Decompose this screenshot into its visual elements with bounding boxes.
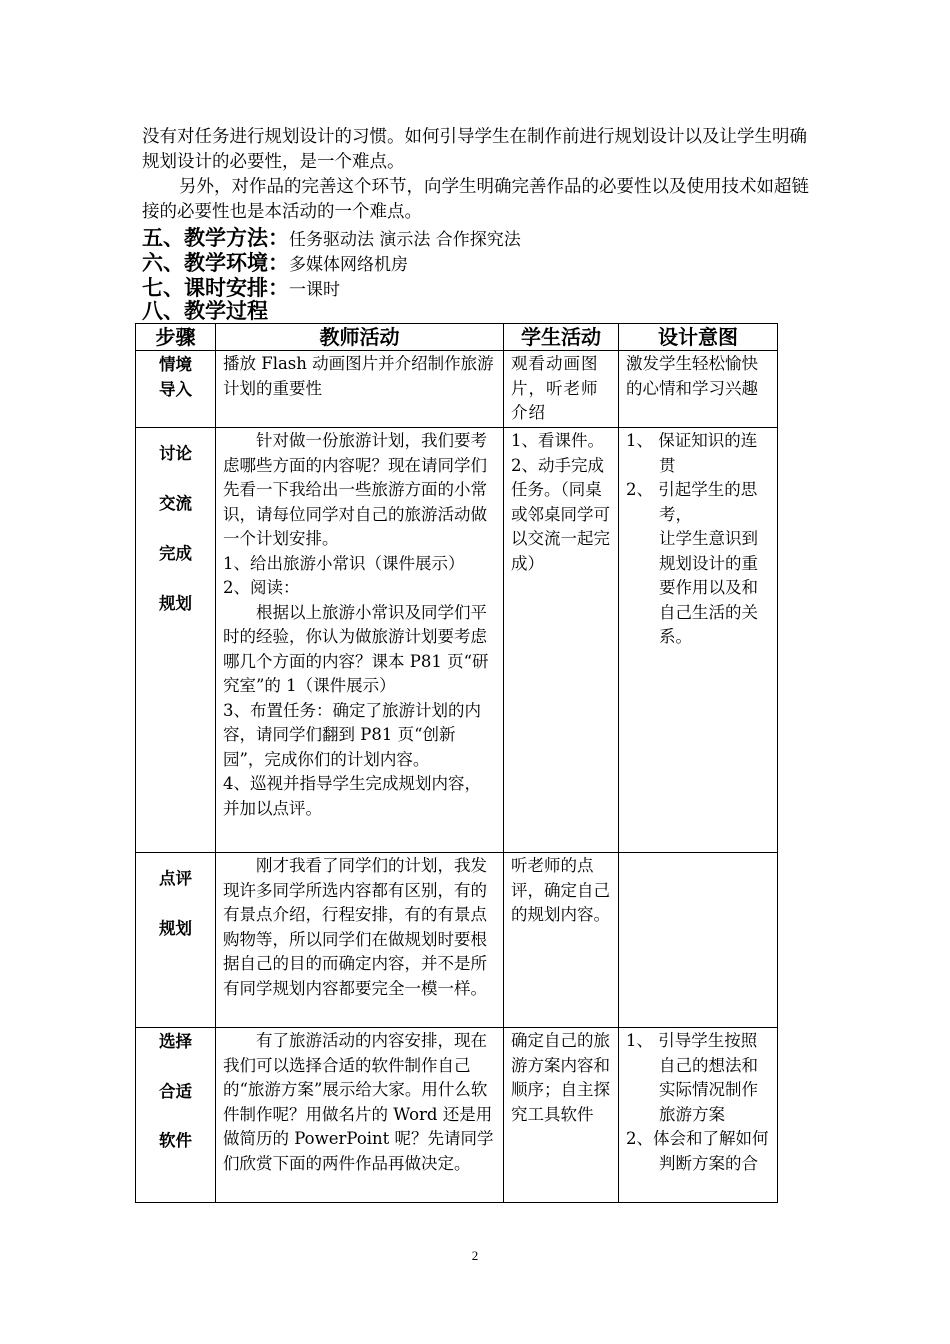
cell-text: 针对做一份旅游计划，我们要考虑哪些方面的内容呢？现在请同学们先看一下我给出一些旅游方面的小常识，请每位同学对自己的旅游活动做一个计划安排。: [223, 431, 487, 548]
cell-text: 1、 保证知识的连贯: [626, 431, 758, 475]
step-line: 交流: [159, 494, 192, 513]
design-intent-cell: [619, 1028, 778, 1203]
table-row: [136, 428, 778, 853]
design-intent-cell: [619, 428, 778, 853]
step-cell: [136, 1028, 216, 1203]
section-value: 任务驱动法 演示法 合作探究法: [289, 230, 521, 250]
teacher-activity-cell: [216, 351, 504, 428]
paragraph-difficulty-1: 没有对任务进行规划设计的习惯。如何引导学生在制作前进行规划设计以及让学生明确规划设计的必要性，是一个难点。: [142, 127, 807, 172]
step-line: 点评: [159, 869, 192, 888]
cell-text: 激发学生轻松愉快的心情和学习兴趣: [626, 354, 758, 398]
cell-text: 2、动手完成任务。（同桌或邻桌同学可以交流一起完成）: [511, 455, 610, 573]
student-activity-cell: [504, 428, 619, 853]
cell-text: 观看动画图片，听老师介绍: [511, 354, 599, 422]
cell-text: 2、阅读：: [223, 578, 300, 597]
design-intent-cell: [619, 853, 778, 1028]
section-label: 八、教学过程: [142, 299, 268, 323]
header-design-intent: 设计意图: [619, 324, 778, 351]
header-step: 步骤: [136, 324, 216, 351]
student-activity-cell: [504, 853, 619, 1028]
table-header-row: [136, 324, 778, 351]
header-teacher-activity: 教师活动: [216, 324, 504, 351]
header-student-activity: 学生活动: [504, 324, 619, 351]
cell-text: 让学生意识到规划设计的重要作用以及和自己生活的关系。: [659, 529, 758, 646]
table-row: [136, 351, 778, 428]
paragraph-difficulty-2: 另外，对作品的完善这个环节，向学生明确完善作品的必要性以及使用技术如超链接的必要性也是本活动的一个难点。: [142, 177, 809, 222]
cell-text: 2、体会和了解如何判断方案的合: [626, 1129, 769, 1173]
section-label: 七、课时安排：: [142, 276, 289, 300]
section-teaching-process: [142, 299, 268, 324]
cell-text: 2、 引起学生的思考，: [626, 480, 758, 524]
step-cell: [136, 351, 216, 428]
section-value: 多媒体网络机房: [289, 255, 408, 275]
step-line: 软件: [159, 1131, 192, 1150]
step-line: 完成: [159, 544, 192, 563]
teacher-activity-cell: [216, 1028, 504, 1203]
section-value: 一课时: [289, 280, 340, 300]
step-line: 选择: [159, 1032, 192, 1051]
step-line: 讨论: [159, 444, 192, 463]
table-row: [136, 1028, 778, 1203]
student-activity-cell: [504, 351, 619, 428]
teacher-activity-cell: [216, 853, 504, 1028]
section-teaching-environment: [142, 251, 408, 278]
cell-text: 根据以上旅游小常识及同学们平时的经验，你认为做旅游计划要考虑哪几个方面的内容？课本 P81 页“研究室”的 1（课件展示）: [223, 602, 489, 695]
step-cell: [136, 428, 216, 853]
section-teaching-methods: [142, 226, 521, 253]
cell-text: 1、给出旅游小常识（课件展示）: [223, 553, 465, 573]
step-line: 规划: [159, 594, 192, 613]
step-line: 合适: [159, 1082, 192, 1101]
cell-text: 确定自己的旅游方案内容和顺序；自主探究工具软件: [511, 1031, 610, 1124]
section-label: 五、教学方法：: [142, 226, 289, 250]
section-label: 六、教学环境：: [142, 251, 289, 275]
teaching-process-table: [135, 323, 778, 1203]
cell-text: 听老师的点评，确定自己的规划内容。: [511, 856, 610, 924]
page-number: 2: [471, 1248, 479, 1263]
student-activity-cell: [504, 1028, 619, 1203]
cell-text: 1、看课件。: [511, 431, 604, 450]
table-row: [136, 853, 778, 1028]
step-cell: [136, 853, 216, 1028]
cell-text: 1、 引导学生按照自己的想法和实际情况制作旅游方案: [626, 1031, 758, 1124]
cell-text: 刚才我看了同学们的计划，我发现许多同学所选内容都有区别，有的有景点介绍，行程安排，有的有景点购物等，所以同学们在做规划时要根据自己的目的而确定内容，并不是所有同学规划内容都要完全一模一样。: [223, 856, 487, 998]
step-line: 情境: [159, 355, 192, 374]
cell-text: 有了旅游活动的内容安排，现在我们可以选择合适的软件制作自己的“旅游方案”展示给大家。用什么软件制作呢？用做名片的 Word 还是用做简历的 PowerPoint 呢？先请同学们欣赏下面的两件作品再做决定。: [223, 1031, 494, 1173]
cell-text: 3、布置任务：确定了旅游计划的内容，请同学们翻到 P81 页“创新园”，完成你们的计划内容。: [223, 700, 481, 769]
cell-text: 播放 Flash 动画图片并介绍制作旅游计划的重要性: [223, 354, 494, 398]
step-line: 导入: [159, 380, 192, 399]
teacher-activity-cell: [216, 428, 504, 853]
cell-text: 4、巡视并指导学生完成规划内容，并加以点评。: [223, 774, 481, 818]
step-line: 规划: [159, 919, 192, 938]
design-intent-cell: [619, 351, 778, 428]
